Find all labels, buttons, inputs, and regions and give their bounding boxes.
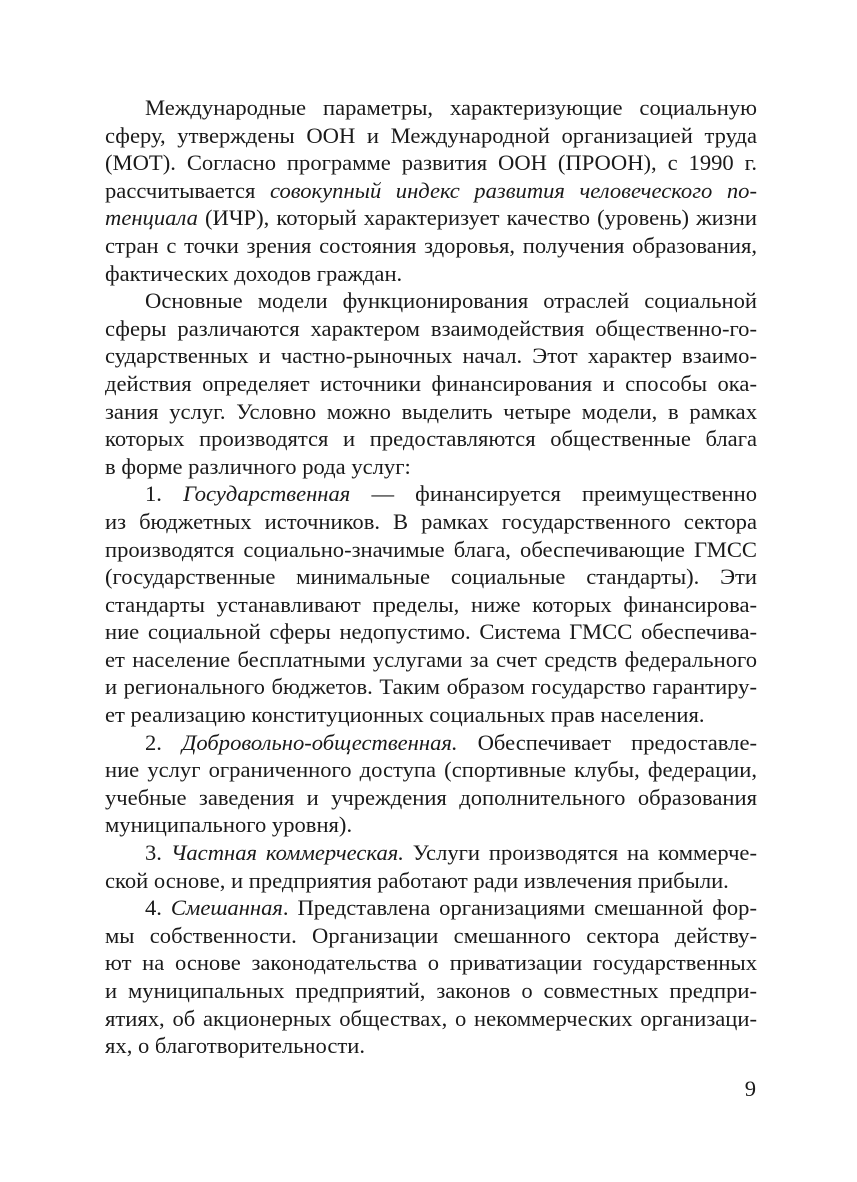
text-run: ют на основе законодательства о приватизации государственных [105,950,757,976]
text-line [105,453,757,481]
text-run: ятиях, об акционерных обществах, о некоммерческих организаци- [105,1005,757,1031]
text-line [105,922,757,950]
italic-term: Добровольно-общественная. [182,729,458,755]
text-line [105,701,757,729]
text-line [105,591,757,619]
text-line [105,977,757,1005]
text-run: которых производятся и предоставляются общественные блага [105,426,757,452]
text-run: стандарты устанавливают пределы, ниже которых финансирова- [105,591,757,617]
text-run: ет реализацию конституционных социальных прав населения. [105,702,705,728]
text-line [105,811,757,839]
text-run: действия определяет источники финансирования и способы ока- [105,370,757,396]
text-line [105,425,757,453]
text-run: фактических доходов граждан. [105,260,403,286]
text-run: в форме различного рода услуг: [105,453,411,479]
text-line [105,287,757,315]
text-line [105,949,757,977]
text-run: (МОТ). Согласно программе развития ООН (ПРООН), с 1990 г. [105,150,757,176]
paragraph-model-1-state [105,480,757,728]
text-line [105,563,757,591]
text-line [105,94,757,122]
text-run: сферы различаются характером взаимодействия общественно-го- [105,315,757,341]
text-line [105,342,757,370]
text-run: учебные заведения и учреждения дополнительного образования [105,784,757,810]
text-run: рассчитывается [105,177,270,203]
paragraph-model-2-voluntary [105,729,757,839]
text-run: ние услуг ограниченного доступа (спортивные клубы, федерации, [105,757,757,783]
text-line [105,315,757,343]
italic-term: Государственная [183,481,351,507]
text-line [105,204,757,232]
text-line [105,508,757,536]
italic-term: Смешанная [170,895,283,921]
text-run: Основные модели функционирования отраслей социальной [145,288,757,314]
text-run: (ИЧР), который характеризует качество (уровень) жизни [197,205,757,231]
text-run: Обеспечивает предоставле- [457,729,758,755]
text-line [105,149,757,177]
text-line [105,536,757,564]
italic-term: Частная коммерческая. [170,840,404,866]
text-line [105,177,757,205]
text-line [105,756,757,784]
text-line [105,839,757,867]
text-line [105,618,757,646]
italic-term: тенциала [105,205,198,231]
paragraph-model-4-mixed [105,894,757,1060]
text-line [105,894,757,922]
paragraph-model-3-private [105,839,757,894]
text-line [105,480,757,508]
page-number: 9 [744,1076,756,1101]
text-line [105,370,757,398]
text-line [105,1032,757,1060]
text-line [105,232,757,260]
text-run: . Представлена организациями смешанной фор- [282,895,757,921]
text-run: ние социальной сферы недопустимо. Система ГМСС обеспечива- [105,619,757,645]
text-run: — финансируется преимущественно [350,481,758,507]
text-run: сферу, утверждены ООН и Международной организацией труда [105,122,757,148]
text-line [105,784,757,812]
text-run: 1. [145,481,184,507]
text-line [105,122,757,150]
text-run: Услуги производятся на коммерче- [403,840,757,866]
text-run: (государственные минимальные социальные стандарты). Эти [105,564,757,590]
text-run: стран с точки зрения состояния здоровья, получения образования, [105,232,757,258]
text-run: из бюджетных источников. В рамках государственного сектора [105,508,757,534]
italic-term: совокупный индекс развития человеческого по- [269,177,757,203]
text-run: ет население бесплатными услугами за счет средств федерального [105,646,757,672]
text-line [105,1005,757,1033]
text-run: муниципального уровня). [105,812,353,838]
text-run: мы собственности. Организации смешанного сектора действу- [105,922,757,948]
text-run: производятся социально-значимые блага, обеспечивающие ГМСС [105,536,757,562]
text-line [105,729,757,757]
text-line [105,673,757,701]
text-run: сударственных и частно-рыночных начал. Этот характер взаимо- [105,343,757,369]
text-run: зания услуг. Условно можно выделить четыре модели, в рамках [105,398,757,424]
text-run: ях, о благотворительности. [105,1033,366,1059]
text-run: 4. [145,895,171,921]
text-run: и муниципальных предприятий, законов о совместных предпри- [105,978,757,1003]
text-line [105,398,757,426]
text-run: и регионального бюджетов. Таким образом государство гарантиру- [105,674,757,700]
text-line [105,646,757,674]
text-run: Международные параметры, характеризующие социальную [145,95,757,120]
text-line [105,867,757,895]
text-run: 2. [145,729,183,755]
text-line [105,260,757,288]
paragraph-social-sphere-parameters [105,94,757,287]
text-run: ской основе, и предприятия работают ради извлечения прибыли. [105,867,729,893]
paragraph-basic-models [105,287,757,480]
text-run: 3. [145,840,171,866]
body-text [105,94,757,1060]
